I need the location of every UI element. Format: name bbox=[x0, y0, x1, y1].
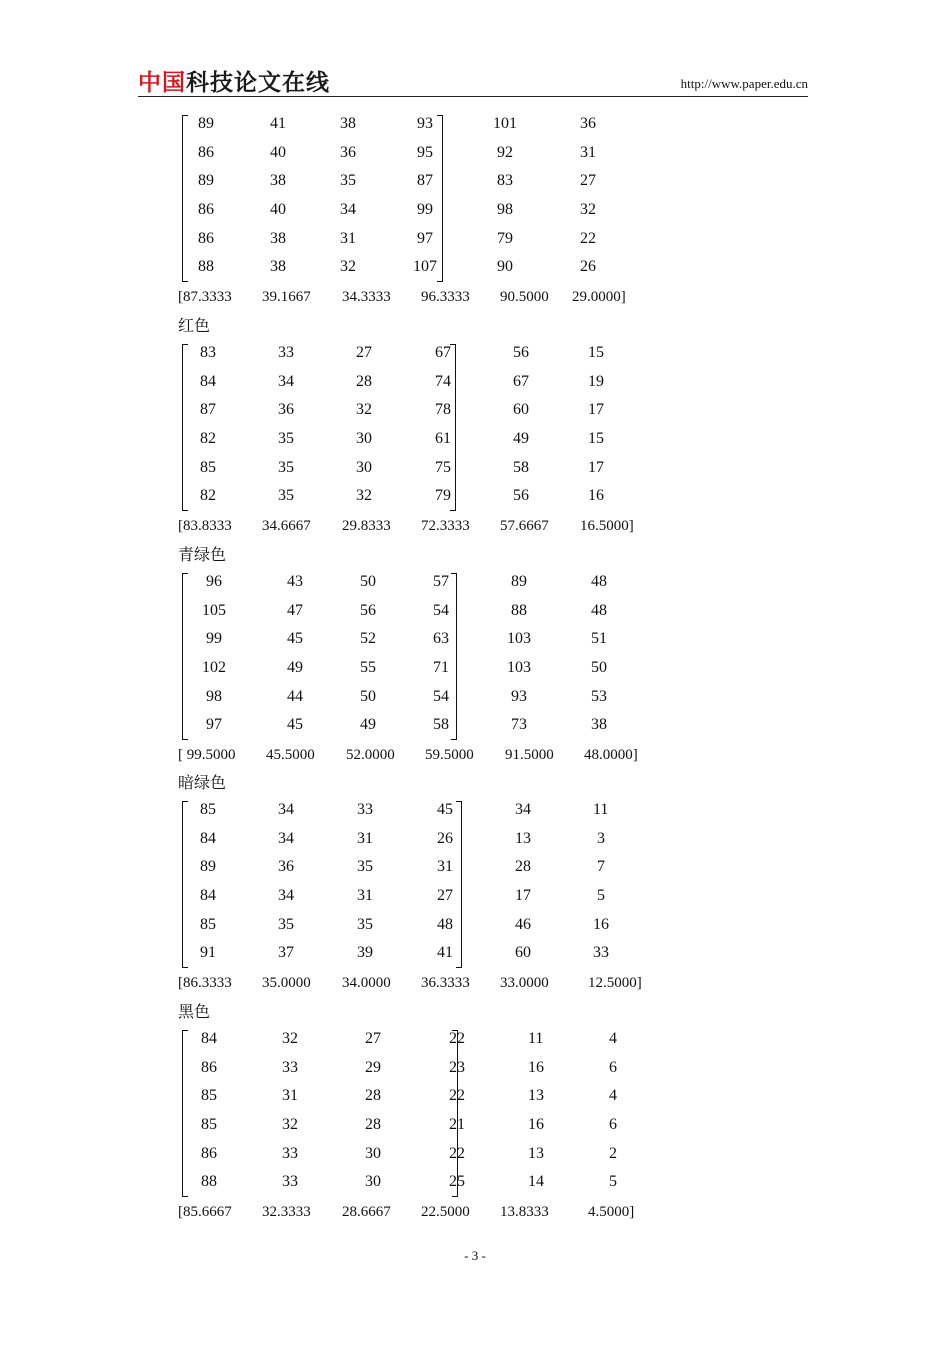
matrix-cell: 34 bbox=[340, 201, 356, 219]
mean-value: 34.3333 bbox=[342, 289, 391, 305]
right-bracket bbox=[437, 115, 443, 282]
matrix-cell: 86 bbox=[201, 1058, 217, 1076]
matrix-cell: 22 bbox=[449, 1087, 465, 1105]
matrix-cell: 35 bbox=[278, 430, 294, 448]
matrix-cell: 67 bbox=[513, 372, 529, 390]
matrix-cell: 71 bbox=[433, 659, 449, 677]
site-logo bbox=[138, 64, 330, 97]
matrix-cell: 78 bbox=[435, 401, 451, 419]
matrix-cell: 49 bbox=[513, 430, 529, 448]
matrix-cell: 56 bbox=[513, 344, 529, 361]
matrix-cell: 55 bbox=[360, 659, 376, 677]
matrix-cell: 38 bbox=[270, 229, 286, 247]
matrix-cell: 63 bbox=[433, 630, 449, 648]
matrix-cell: 84 bbox=[200, 829, 216, 847]
matrix-cell: 54 bbox=[433, 601, 449, 619]
matrix-cell: 28 bbox=[365, 1116, 381, 1134]
matrix-cell: 38 bbox=[270, 258, 286, 276]
matrix-cell: 88 bbox=[198, 258, 214, 276]
left-bracket bbox=[182, 344, 188, 511]
matrix-cell: 92 bbox=[497, 143, 513, 161]
matrix-cell: 52 bbox=[360, 630, 376, 648]
matrix-cell: 103 bbox=[507, 659, 531, 677]
mean-value: 22.5000 bbox=[421, 1204, 470, 1220]
matrix-cell: 27 bbox=[356, 344, 372, 361]
matrix-cell: 79 bbox=[435, 487, 451, 505]
matrix-cell: 99 bbox=[206, 630, 222, 648]
matrix-cell: 98 bbox=[206, 687, 222, 705]
mean-value: 39.1667 bbox=[262, 289, 311, 305]
matrix-cell: 45 bbox=[437, 801, 453, 818]
matrix-cell: 90 bbox=[497, 258, 513, 276]
matrix-cell: 102 bbox=[202, 659, 226, 677]
matrix-cell: 83 bbox=[200, 344, 216, 361]
matrix-cell: 85 bbox=[200, 458, 216, 476]
mean-value: 57.6667 bbox=[500, 518, 549, 534]
matrix-cell: 31 bbox=[340, 229, 356, 247]
matrix-cell: 83 bbox=[497, 172, 513, 190]
matrix-cell: 33 bbox=[282, 1144, 298, 1162]
matrix-cell: 11 bbox=[528, 1030, 544, 1047]
matrix-cell: 28 bbox=[356, 372, 372, 390]
matrix-cell: 7 bbox=[597, 858, 605, 876]
color-label: 黑色 bbox=[178, 1004, 211, 1021]
matrix-cell: 26 bbox=[437, 829, 453, 847]
matrix-cell: 49 bbox=[360, 716, 376, 734]
matrix-cell: 31 bbox=[580, 143, 596, 161]
left-bracket bbox=[182, 1030, 188, 1197]
matrix-cell: 35 bbox=[278, 915, 294, 933]
matrix-cell: 105 bbox=[202, 601, 226, 619]
matrix-cell: 30 bbox=[365, 1144, 381, 1162]
matrix-cell: 46 bbox=[515, 915, 531, 933]
matrix-cell: 40 bbox=[270, 201, 286, 219]
right-bracket bbox=[452, 1030, 458, 1197]
matrix-cell: 33 bbox=[357, 801, 373, 818]
matrix-cell: 14 bbox=[528, 1173, 544, 1191]
matrix-cell: 41 bbox=[437, 944, 453, 962]
matrix-cell: 47 bbox=[287, 601, 303, 619]
matrix-cell: 73 bbox=[511, 716, 527, 734]
matrix-cell: 75 bbox=[435, 458, 451, 476]
matrix-cell: 57 bbox=[433, 573, 449, 590]
mean-value: 52.0000 bbox=[346, 747, 395, 763]
matrix-cell: 35 bbox=[278, 487, 294, 505]
logo-red-text: 中国 bbox=[138, 70, 186, 96]
matrix-cell: 32 bbox=[356, 487, 372, 505]
matrix-cell: 99 bbox=[417, 201, 433, 219]
matrix-cell: 30 bbox=[356, 458, 372, 476]
matrix-cell: 44 bbox=[287, 687, 303, 705]
matrix-cell: 3 bbox=[597, 829, 605, 847]
matrix-cell: 27 bbox=[580, 172, 596, 190]
matrix-cell: 30 bbox=[356, 430, 372, 448]
matrix-cell: 6 bbox=[609, 1116, 617, 1134]
matrix-cell: 85 bbox=[200, 801, 216, 818]
matrix-cell: 41 bbox=[270, 115, 286, 132]
logo-dark-text: 科技论文在线 bbox=[186, 70, 330, 96]
matrix-cell: 6 bbox=[609, 1058, 617, 1076]
matrix-cell: 50 bbox=[360, 573, 376, 590]
matrix-cell: 35 bbox=[357, 915, 373, 933]
right-bracket bbox=[456, 801, 462, 968]
matrix-cell: 89 bbox=[200, 858, 216, 876]
matrix-cell: 39 bbox=[357, 944, 373, 962]
matrix-cell: 87 bbox=[200, 401, 216, 419]
matrix-cell: 5 bbox=[609, 1173, 617, 1191]
matrix-cell: 95 bbox=[417, 143, 433, 161]
mean-value: 12.5000] bbox=[588, 975, 642, 991]
matrix-cell: 32 bbox=[340, 258, 356, 276]
matrix-cell: 89 bbox=[198, 172, 214, 190]
matrix-cell: 15 bbox=[588, 344, 604, 361]
matrix-cell: 86 bbox=[198, 201, 214, 219]
matrix-cell: 32 bbox=[580, 201, 596, 219]
matrix-cell: 33 bbox=[282, 1173, 298, 1191]
matrix-cell: 31 bbox=[357, 829, 373, 847]
matrix-cell: 60 bbox=[515, 944, 531, 962]
matrix-cell: 43 bbox=[287, 573, 303, 590]
matrix-cell: 25 bbox=[449, 1173, 465, 1191]
matrix-cell: 16 bbox=[528, 1116, 544, 1134]
matrix-cell: 33 bbox=[278, 344, 294, 361]
matrix-cell: 58 bbox=[513, 458, 529, 476]
matrix-cell: 16 bbox=[588, 487, 604, 505]
mean-value: [83.8333 bbox=[178, 518, 232, 534]
matrix-cell: 45 bbox=[287, 630, 303, 648]
matrix-cell: 67 bbox=[435, 344, 451, 361]
matrix-cell: 4 bbox=[609, 1087, 617, 1105]
mean-value: 91.5000 bbox=[505, 747, 554, 763]
matrix-cell: 85 bbox=[201, 1087, 217, 1105]
matrix-cell: 53 bbox=[591, 687, 607, 705]
matrix-cell: 30 bbox=[365, 1173, 381, 1191]
matrix-cell: 2 bbox=[609, 1144, 617, 1162]
mean-value: 16.5000] bbox=[580, 518, 634, 534]
matrix-cell: 31 bbox=[282, 1087, 298, 1105]
matrix-cell: 34 bbox=[278, 887, 294, 905]
matrix-cell: 85 bbox=[201, 1116, 217, 1134]
matrix-cell: 32 bbox=[282, 1030, 298, 1047]
matrix-cell: 17 bbox=[588, 458, 604, 476]
matrix-cell: 79 bbox=[497, 229, 513, 247]
matrix-cell: 49 bbox=[287, 659, 303, 677]
mean-value: [85.6667 bbox=[178, 1204, 232, 1220]
mean-value: 72.3333 bbox=[421, 518, 470, 534]
matrix-cell: 45 bbox=[287, 716, 303, 734]
matrix-cell: 17 bbox=[515, 887, 531, 905]
color-label: 青绿色 bbox=[178, 547, 227, 564]
matrix-cell: 50 bbox=[591, 659, 607, 677]
matrix-cell: 82 bbox=[200, 430, 216, 448]
right-bracket bbox=[450, 344, 456, 511]
matrix-cell: 35 bbox=[340, 172, 356, 190]
matrix-cell: 84 bbox=[201, 1030, 217, 1047]
matrix-cell: 17 bbox=[588, 401, 604, 419]
mean-value: [86.3333 bbox=[178, 975, 232, 991]
matrix-cell: 22 bbox=[580, 229, 596, 247]
page-header bbox=[138, 62, 808, 97]
matrix-cell: 56 bbox=[513, 487, 529, 505]
matrix-cell: 87 bbox=[417, 172, 433, 190]
mean-value: 13.8333 bbox=[500, 1204, 549, 1220]
matrix-cell: 28 bbox=[515, 858, 531, 876]
matrix-cell: 86 bbox=[198, 229, 214, 247]
matrix-cell: 35 bbox=[357, 858, 373, 876]
mean-value: 28.6667 bbox=[342, 1204, 391, 1220]
matrix-cell: 38 bbox=[270, 172, 286, 190]
matrix-cell: 91 bbox=[200, 944, 216, 962]
mean-value: 35.0000 bbox=[262, 975, 311, 991]
matrix-cell: 84 bbox=[200, 372, 216, 390]
matrix-cell: 36 bbox=[278, 401, 294, 419]
matrix-cell: 86 bbox=[198, 143, 214, 161]
matrix-cell: 34 bbox=[278, 801, 294, 818]
matrix-cell: 13 bbox=[528, 1144, 544, 1162]
matrix-cell: 19 bbox=[588, 372, 604, 390]
matrix-cell: 50 bbox=[360, 687, 376, 705]
mean-value: 48.0000] bbox=[584, 747, 638, 763]
matrix-cell: 85 bbox=[200, 915, 216, 933]
matrix-cell: 84 bbox=[200, 887, 216, 905]
left-bracket bbox=[182, 801, 188, 968]
matrix-cell: 97 bbox=[206, 716, 222, 734]
matrix-cell: 56 bbox=[360, 601, 376, 619]
matrix-cell: 60 bbox=[513, 401, 529, 419]
matrix-cell: 97 bbox=[417, 229, 433, 247]
matrix-cell: 54 bbox=[433, 687, 449, 705]
page-number: - 3 - bbox=[464, 1248, 486, 1263]
right-bracket bbox=[451, 573, 457, 740]
matrix-cell: 34 bbox=[515, 801, 531, 818]
matrix-cell: 58 bbox=[433, 716, 449, 734]
matrix-cell: 82 bbox=[200, 487, 216, 505]
matrix-cell: 37 bbox=[278, 944, 294, 962]
mean-value: [ 99.5000 bbox=[178, 747, 236, 763]
matrix-cell: 29 bbox=[365, 1058, 381, 1076]
matrix-cell: 103 bbox=[507, 630, 531, 648]
mean-value: 45.5000 bbox=[266, 747, 315, 763]
matrix-cell: 48 bbox=[591, 601, 607, 619]
matrix-cell: 61 bbox=[435, 430, 451, 448]
left-bracket bbox=[182, 573, 188, 740]
matrix-cell: 36 bbox=[580, 115, 596, 132]
matrix-cell: 23 bbox=[449, 1058, 465, 1076]
mean-value: 4.5000] bbox=[588, 1204, 635, 1220]
matrix-cell: 38 bbox=[340, 115, 356, 132]
matrix-cell: 35 bbox=[278, 458, 294, 476]
mean-value: 34.0000 bbox=[342, 975, 391, 991]
mean-value: 90.5000 bbox=[500, 289, 549, 305]
matrix-cell: 33 bbox=[282, 1058, 298, 1076]
color-label: 红色 bbox=[178, 318, 211, 335]
matrix-cell: 36 bbox=[340, 143, 356, 161]
matrix-cell: 16 bbox=[528, 1058, 544, 1076]
matrix-cell: 96 bbox=[206, 573, 222, 590]
matrix-cell: 13 bbox=[528, 1087, 544, 1105]
matrix-cell: 11 bbox=[593, 801, 609, 818]
matrix-cell: 93 bbox=[417, 115, 433, 132]
matrix-cell: 32 bbox=[282, 1116, 298, 1134]
matrix-cell: 16 bbox=[593, 915, 609, 933]
matrix-cell: 36 bbox=[278, 858, 294, 876]
matrix-cell: 22 bbox=[449, 1144, 465, 1162]
matrix-cell: 32 bbox=[356, 401, 372, 419]
matrix-cell: 51 bbox=[591, 630, 607, 648]
site-url: http://www.paper.edu.cn bbox=[680, 76, 808, 91]
matrix-cell: 40 bbox=[270, 143, 286, 161]
matrix-cell: 26 bbox=[580, 258, 596, 276]
matrix-cell: 89 bbox=[511, 573, 527, 590]
matrix-cell: 101 bbox=[493, 115, 517, 132]
mean-value: 33.0000 bbox=[500, 975, 549, 991]
matrix-cell: 107 bbox=[413, 258, 437, 276]
matrix-cell: 38 bbox=[591, 716, 607, 734]
matrix-cell: 27 bbox=[365, 1030, 381, 1047]
matrix-cell: 74 bbox=[435, 372, 451, 390]
mean-value: [87.3333 bbox=[178, 289, 232, 305]
color-label: 暗绿色 bbox=[178, 775, 227, 792]
mean-value: 36.3333 bbox=[421, 975, 470, 991]
matrix-cell: 21 bbox=[449, 1116, 465, 1134]
matrix-cell: 31 bbox=[357, 887, 373, 905]
matrix-cell: 89 bbox=[198, 115, 214, 132]
matrix-cell: 88 bbox=[511, 601, 527, 619]
matrix-cell: 98 bbox=[497, 201, 513, 219]
matrix-cell: 86 bbox=[201, 1144, 217, 1162]
mean-value: 29.0000] bbox=[572, 289, 626, 305]
matrix-cell: 4 bbox=[609, 1030, 617, 1047]
matrix-cell: 22 bbox=[449, 1030, 465, 1047]
matrix-cell: 28 bbox=[365, 1087, 381, 1105]
matrix-cell: 27 bbox=[437, 887, 453, 905]
matrix-cell: 48 bbox=[591, 573, 607, 590]
matrix-cell: 93 bbox=[511, 687, 527, 705]
mean-value: 32.3333 bbox=[262, 1204, 311, 1220]
matrix-cell: 15 bbox=[588, 430, 604, 448]
mean-value: 29.8333 bbox=[342, 518, 391, 534]
mean-value: 59.5000 bbox=[425, 747, 474, 763]
matrix-cell: 88 bbox=[201, 1173, 217, 1191]
matrix-cell: 48 bbox=[437, 915, 453, 933]
matrix-cell: 31 bbox=[437, 858, 453, 876]
matrix-cell: 34 bbox=[278, 372, 294, 390]
matrix-cell: 34 bbox=[278, 829, 294, 847]
matrix-cell: 5 bbox=[597, 887, 605, 905]
left-bracket bbox=[182, 115, 188, 282]
matrix-cell: 33 bbox=[593, 944, 609, 962]
matrix-cell: 13 bbox=[515, 829, 531, 847]
mean-value: 34.6667 bbox=[262, 518, 311, 534]
mean-value: 96.3333 bbox=[421, 289, 470, 305]
